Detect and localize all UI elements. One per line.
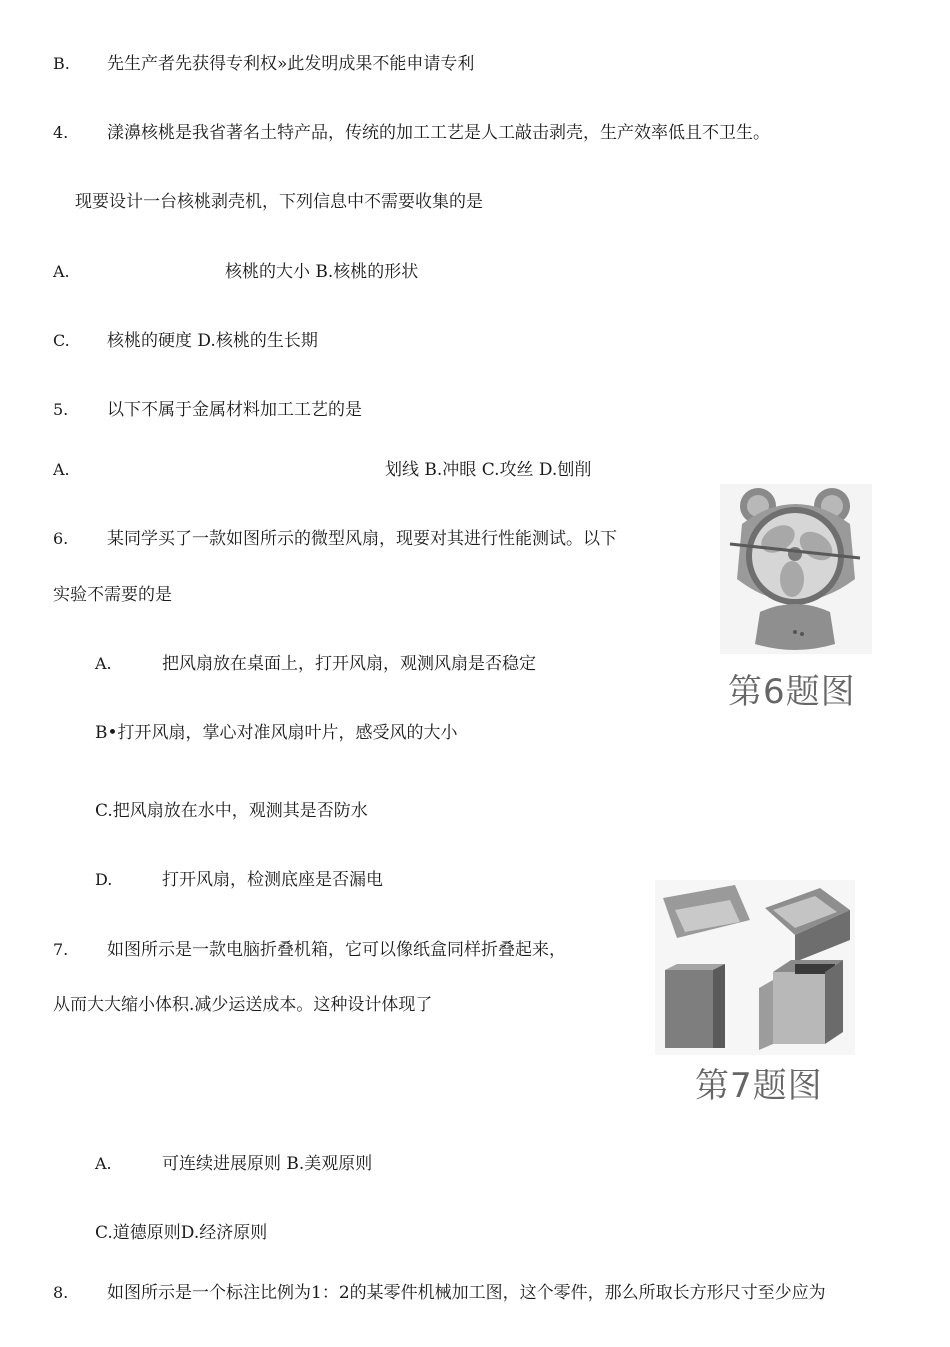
q3-option-b-text: 先生产者先获得专利权»此发明成果不能申请专利 — [107, 54, 475, 74]
q4-options-ab: 核桃的大小 B.核桃的形状 — [225, 262, 419, 282]
folding-case-figure — [655, 880, 855, 1055]
q6-option-c-text: C.把风扇放在水中，观测其是否防水 — [95, 801, 368, 821]
q4-number: 4. — [53, 123, 69, 142]
q4-options-cd: 核桃的硬度 D.核桃的生长期 — [107, 331, 318, 351]
q8-question: 如图所示是一个标注比例为1：2的某零件机械加工图，这个零件，那么所取长方形尺寸至少应为 — [107, 1283, 826, 1303]
q5-question: 以下不属于金属材料加工工艺的是 — [107, 400, 362, 420]
q5-option-a-label: A. — [53, 460, 70, 479]
q7-options-cd: C.道德原则D.经济原则 — [95, 1223, 268, 1243]
figure-7-caption: 第7题图 — [695, 1066, 823, 1106]
q6-option-a-text: 把风扇放在桌面上，打开风扇，观测风扇是否稳定 — [162, 654, 536, 674]
q8-number: 8. — [53, 1283, 69, 1302]
q4-option-c-label: C. — [53, 331, 70, 350]
q6-option-b-text: B•打开风扇，掌心对准风扇叶片，感受风的大小 — [95, 723, 458, 743]
q5-number: 5. — [53, 400, 69, 419]
q7-options-ab: 可连续进展原则 B.美观原则 — [162, 1154, 373, 1174]
q4-question-line1: 漾濞核桃是我省著名土特产品，传统的加工工艺是人工敲击剥壳，生产效率低且不卫生。 — [107, 123, 770, 143]
q6-question-line1: 某同学买了一款如图所示的微型风扇，现要对其进行性能测试。以下 — [107, 529, 617, 549]
q6-question-line2: 实验不需要的是 — [53, 585, 172, 605]
q7-question-line1: 如图所示是一款电脑折叠机箱，它可以像纸盒同样折叠起来， — [107, 940, 566, 960]
q6-option-d-text: 打开风扇，检测底座是否漏电 — [162, 870, 383, 890]
q3-option-b-label: B. — [53, 54, 70, 73]
q6-number: 6. — [53, 529, 69, 548]
q4-option-a-label: A. — [53, 262, 70, 281]
q7-question-line2: 从而大大缩小体积.减少运送成本。这种设计体现了 — [53, 995, 433, 1015]
q6-option-d-label: D. — [95, 870, 113, 889]
q7-option-a-label: A. — [95, 1154, 112, 1173]
figure-6-caption: 第6题图 — [728, 672, 856, 712]
q6-option-a-label: A. — [95, 654, 112, 673]
q4-question-line2: 现要设计一台核桃剥壳机，下列信息中不需要收集的是 — [75, 192, 483, 212]
fan-figure — [720, 484, 872, 654]
q7-number: 7. — [53, 940, 69, 959]
q5-options: 划线 B.冲眼 C.攻丝 D.刨削 — [385, 460, 592, 480]
